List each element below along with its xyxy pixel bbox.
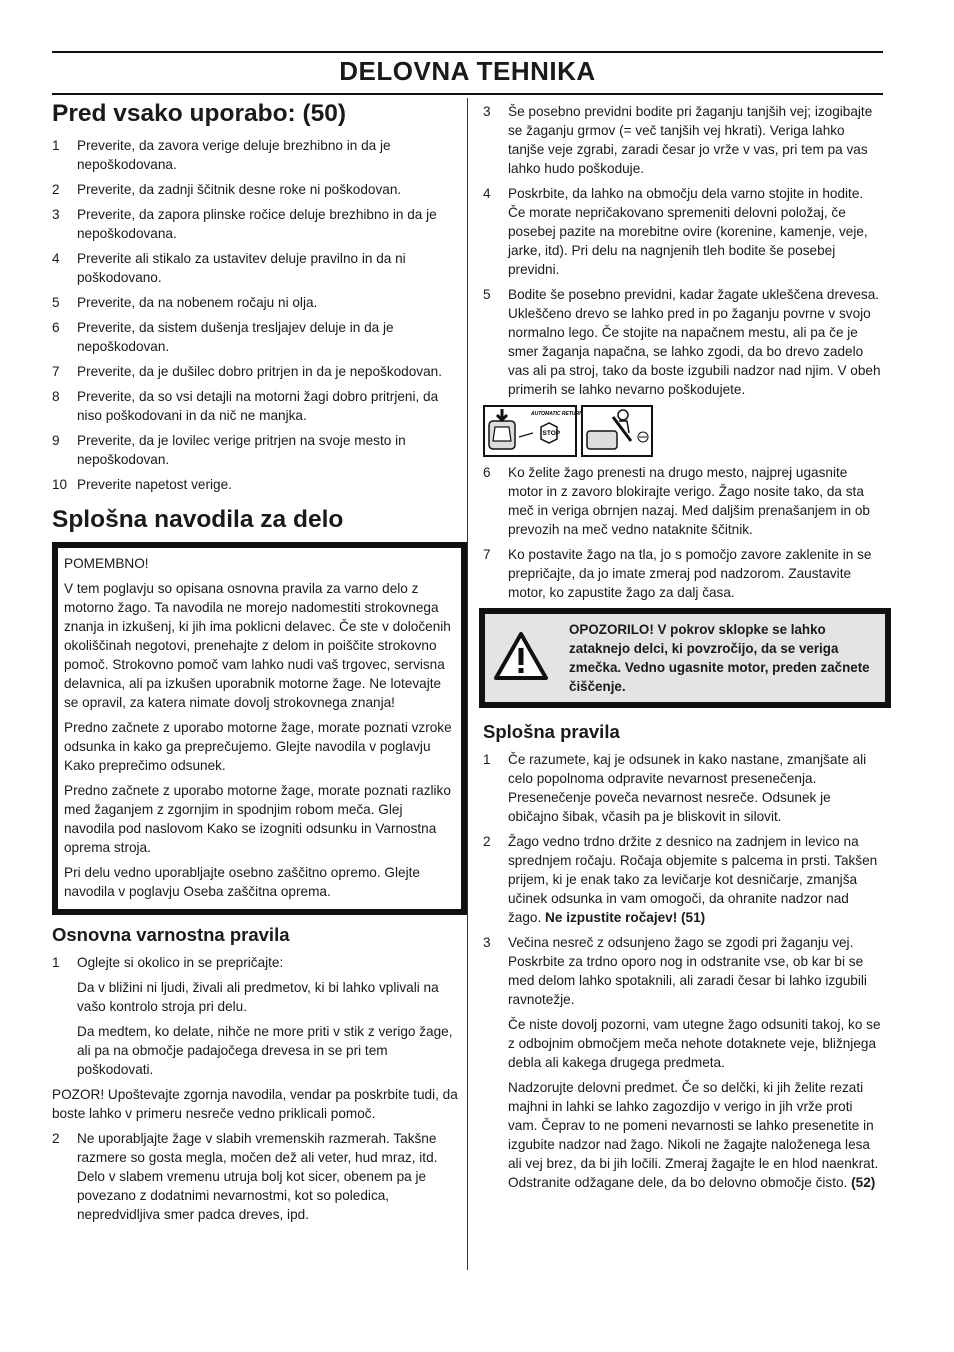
list-item: 4 Poskrbite, da lahko na območju dela varno stojite in hodite. Če morate nepričakovano spremeniti delovni položaj, če posebej pazite na morebitne ovire (korenine, kamenje, veje, jarke, itd). Pri delu na nagnjenih tleh bodite še posebej previdni. — [483, 186, 868, 277]
title-underline — [52, 93, 883, 95]
notice-paragraph: Pri delu vedno uporabljajte osebno zaščitno opremo. Glejte navodila v poglavju Oseba zaščitna oprema. — [64, 865, 420, 899]
subsection-title-general-rules: Splošna pravila — [483, 721, 620, 742]
item-text: Preverite, da zadnji ščitnik desne roke ni poškodovan. — [77, 182, 402, 197]
figure-reference: (52) — [851, 1175, 876, 1190]
stop-sign-label: STOP — [542, 430, 561, 437]
section-title-general-instructions: Splošna navodila za delo — [52, 506, 344, 533]
list-subparagraph: Nadzorujte delovni predmet. Če so delčki, ki jih želite rezati majhni in lahki se lahko zagozdijo v verigo in jih vrže proti vam. Čeprav to ne pomeni nevarnosti se lahko presenetite in izgubite nadzor nad žago. Nikoli ne žagajte naloženega lesa ali vej brez, da bi jih ločili. Zmeraj žagajte le en hlod naenkrat. Odstranite odžagane dele, da bo delovno območje čisto. (52) — [508, 1080, 879, 1190]
list-item: 1 Če razumete, kaj je odsunek in kako nastane, zmanjšate ali celo popolnoma odpravite nevarnost presenečenja. Presenečenje poveča nevarnost nesreče. Odsunek je običajno šibak, včasih pa je bliskovit in silovit. — [483, 752, 867, 824]
item-text: Preverite, da sistem dušenja tresljajev deluje in da je nepoškodovan. — [77, 320, 394, 354]
warning-box — [479, 608, 891, 708]
subsection-title-basic-safety: Osnovna varnostna pravila — [52, 924, 290, 945]
checklist-item — [52, 249, 460, 287]
item-number: 7 — [52, 364, 60, 379]
notice-paragraph: Predno začnete z uporabo motorne žage, morate poznati vzroke odsunka in kako ga preprečujemo. Glejte navodila v poglavju Kako preprečimo odsunek. — [64, 720, 452, 773]
checklist-item — [52, 293, 460, 312]
item-text: Preverite ali stikalo za ustavitev deluje pravilno in da ni poškodovano. — [77, 251, 406, 285]
item-text: Preverite, da je lovilec verige pritrjen na svoje mesto in nepoškodovan. — [77, 433, 406, 467]
checklist-item — [52, 362, 460, 381]
item-number: 5 — [52, 295, 60, 310]
notice-paragraph: Predno začnete z uporabo motorne žage, morate poznati razliko med žaganjem z zgornjim in spodnjim robom meča. Glej navodila pod naslovom Kako se izogniti odsunku in Varnostna oprema stroja. — [64, 783, 451, 855]
item-number: 1 — [52, 138, 60, 153]
item-number: 10 — [52, 477, 68, 492]
top-rule — [52, 51, 883, 53]
list-subparagraph: Da v bližini ni ljudi, živali ali predmetov, ki bi lahko vplivali na vašo kontrolo stroja pri delu. — [77, 980, 439, 1014]
item-text: Preverite, da so vsi detajli na motorni žagi dobro pritrjeni, da niso poškodovani in da nič ne manjka. — [77, 389, 439, 423]
checklist-item — [52, 475, 460, 494]
item-text: Preverite napetost verige. — [77, 477, 232, 492]
important-notice-box — [52, 542, 467, 915]
list-item: 1 Oglejte si okolico in se prepričajte: — [52, 955, 284, 970]
item-number: 2 — [52, 182, 60, 197]
notice-label: POMEMBNO! — [64, 556, 149, 571]
item-number: 3 — [52, 207, 60, 222]
checklist-item — [52, 387, 460, 425]
item-text: Preverite, da je dušilec dobro pritrjen in da je nepoškodovan. — [77, 364, 442, 379]
item-text: Preverite, da zapora plinske ročice deluje brezhibno in da je nepoškodovana. — [77, 207, 437, 241]
checklist-item — [52, 205, 460, 243]
list-item: 2 Ne uporabljajte žage v slabih vremenskih razmerah. Takšne razmere so gosta megla, močen dež ali veter, hud mraz, itd. Delo v slabem vremenu utruja bolj kot sicer, obenem pa je povezano z dodatnimi nevarnostmi, kot so poledica, nepredvidljiva smer padca dreves, ipd. — [52, 1131, 438, 1222]
list-item: 2 Žago vedno trdno držite z desnico na zadnjem in levico na sprednjem ročaju. Ročaja objemite s palcema in prsti. Takšen prijem, ki je enak tako za levičarje kot desničarje, zmanjša učinek odsunka in vam omogoči, da ohranite nadzor nad žago. Ne izpustite ročajev! (51) — [483, 834, 878, 925]
checklist-item — [52, 136, 460, 174]
figure-reference: Ne izpustite ročajev! (51) — [545, 910, 706, 925]
list-item: 7 Ko postavite žago na tla, jo s pomočjo zavore zaklenite in se prepričajte, da jo imate zmeraj pod nadzorom. Zaustavite motor, ko zapustite žago za dalj časa. — [483, 547, 872, 600]
warning-triangle-icon — [493, 631, 555, 686]
column-divider — [467, 98, 468, 1270]
item-number: 6 — [52, 320, 60, 335]
right-column — [483, 102, 881, 1198]
carrying-saw-illustration — [581, 405, 653, 457]
checklist-item — [52, 318, 460, 356]
list-item: 3 Še posebno previdni bodite pri žaganju tanjših vej; izogibajte se žaganju grmov (= več tanjših vej hkrati). Veriga lahko tanjše veje zgrabi, zaradi česar jo vrže v vas, pri tem pa vas lahko hudo poškoduje. — [483, 104, 873, 176]
notice-paragraph: V tem poglavju so opisana osnovna pravila za varno delo z motorno žago. Ta navodila ne morejo nadomestiti strokovnega znanja in izkušenj, ki jih ima poklicni delavec. Če ste v določenih okoliščinah negotovi, prenehajte z delom in poiščite strokovno pomoč. Strokovno pomoč vam lahko nudi vaš trgovec, servisna delavnica, ali pa izkušen uporabnik motorne žage. Ne lotevajte se opravil, za katera nimate dovolj strokovnega znanja! — [64, 581, 451, 710]
warning-text: OPOZORILO! V pokrov sklopke se lahko zataknejo delci, ki povzročijo, da se veriga zmečka. Vedno ugasnite motor, preden začnete čiščenje. — [569, 622, 870, 694]
chain-brake-illustration — [483, 405, 583, 457]
item-number: 9 — [52, 433, 60, 448]
section-title-before-use: Pred vsako uporabo: (50) — [52, 100, 347, 127]
list-item: 6 Ko želite žago prenesti na drugo mesto, najprej ugasnite motor in z zavoro blokirajte verigo. Žago nosite tako, da sta meč in veriga obrnjen nazaj. Med daljšim prenašanjem in ob prevozih na meč vedno nataknite ščitnik. — [483, 465, 870, 537]
caution-paragraph: POZOR! Upoštevajte zgornja navodila, vendar pa poskrbite tudi, da boste lahko v primeru nesreče vedno priklicali pomoč. — [52, 1087, 458, 1121]
item-text: Preverite, da zavora verige deluje brezhibno in da je nepoškodovana. — [77, 138, 391, 172]
item-text: Preverite, da na nobenem ročaju ni olja. — [77, 295, 318, 310]
page-title: DELOVNA TEHNIKA — [339, 56, 596, 86]
checklist — [52, 136, 460, 494]
item-number: 4 — [52, 251, 60, 266]
list-item: 5 Bodite še posebno previdni, kadar žagate ukleščena drevesa. Ukleščeno drevo se lahko pred in po žaganju povrne v svojo normalno lego. Če stojite na napačnem mestu, ali pa če je smer žaganja napačna, se lahko zgodi, da bo drevo zadelo vas ali pa stroj, tako da boste izgubili nadzor nad njim. V obeh primerih se lahko nevarno poškodujete. — [483, 287, 881, 397]
left-column — [52, 98, 460, 1230]
automatic-return-label: AUTOMATIC RETURN — [531, 411, 583, 417]
illustrations — [483, 405, 881, 457]
list-subparagraph: Da medtem, ko delate, nihče ne more priti v stik z verigo žage, ali pa na območje padajočega drevesa in se pri tem poškodovati. — [77, 1024, 453, 1077]
item-number: 8 — [52, 389, 60, 404]
list-item: 3 Večina nesreč z odsunjeno žago se zgodi pri žaganju vej. Poskrbite za trdno oporo nog in odstranite vse, ob kar bi se med delom lahko spotaknili, ali zaradi česar bi lahko izgubili ravnotežje. — [483, 935, 867, 1007]
checklist-item — [52, 180, 460, 199]
checklist-item — [52, 431, 460, 469]
list-subparagraph: Če niste dovolj pozorni, vam utegne žago odsuniti takoj, ko se z odbojnim območjem meča nehote dotaknete veje, bližnjega debla ali kakega drugega predmeta. — [508, 1017, 881, 1070]
